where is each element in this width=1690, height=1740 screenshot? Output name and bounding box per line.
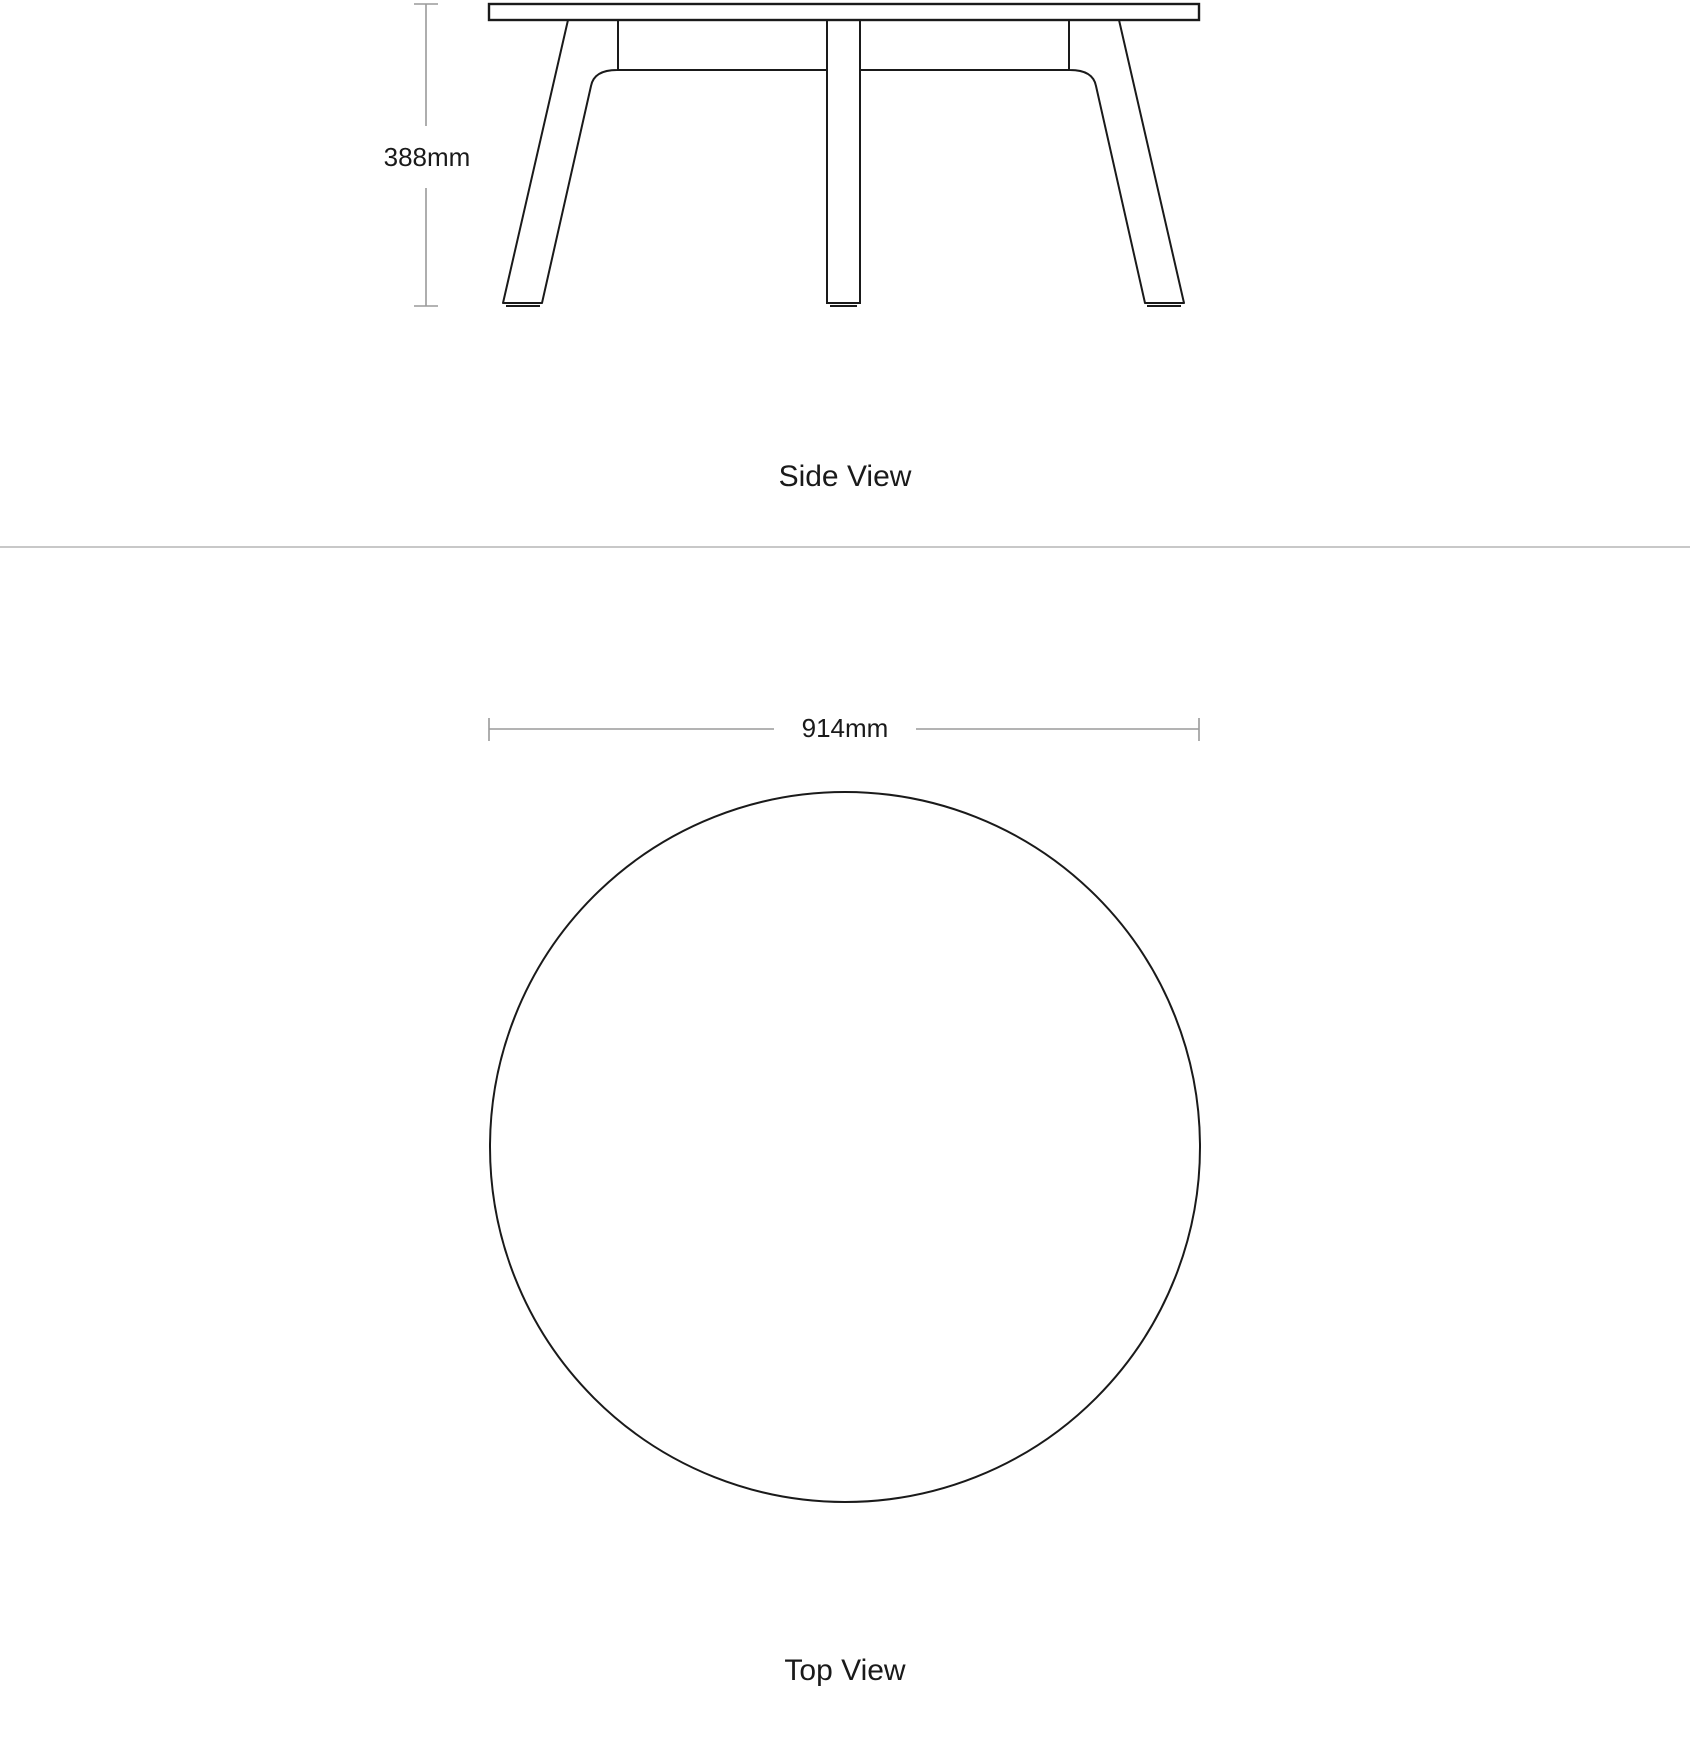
- center-leg: [827, 20, 860, 303]
- side-view-caption: Side View: [778, 460, 912, 493]
- width-dimension-label: 914mm: [801, 713, 889, 743]
- round-table-top: [490, 792, 1200, 1502]
- side-view: [384, 4, 1199, 493]
- top-view: [489, 713, 1200, 1687]
- left-leg: [503, 20, 618, 303]
- height-dimension-label: 388mm: [383, 142, 471, 172]
- apron-rail: [618, 20, 1069, 70]
- right-leg: [1069, 20, 1184, 303]
- top-view-caption: Top View: [784, 1654, 906, 1687]
- table-top-edge: [489, 4, 1199, 20]
